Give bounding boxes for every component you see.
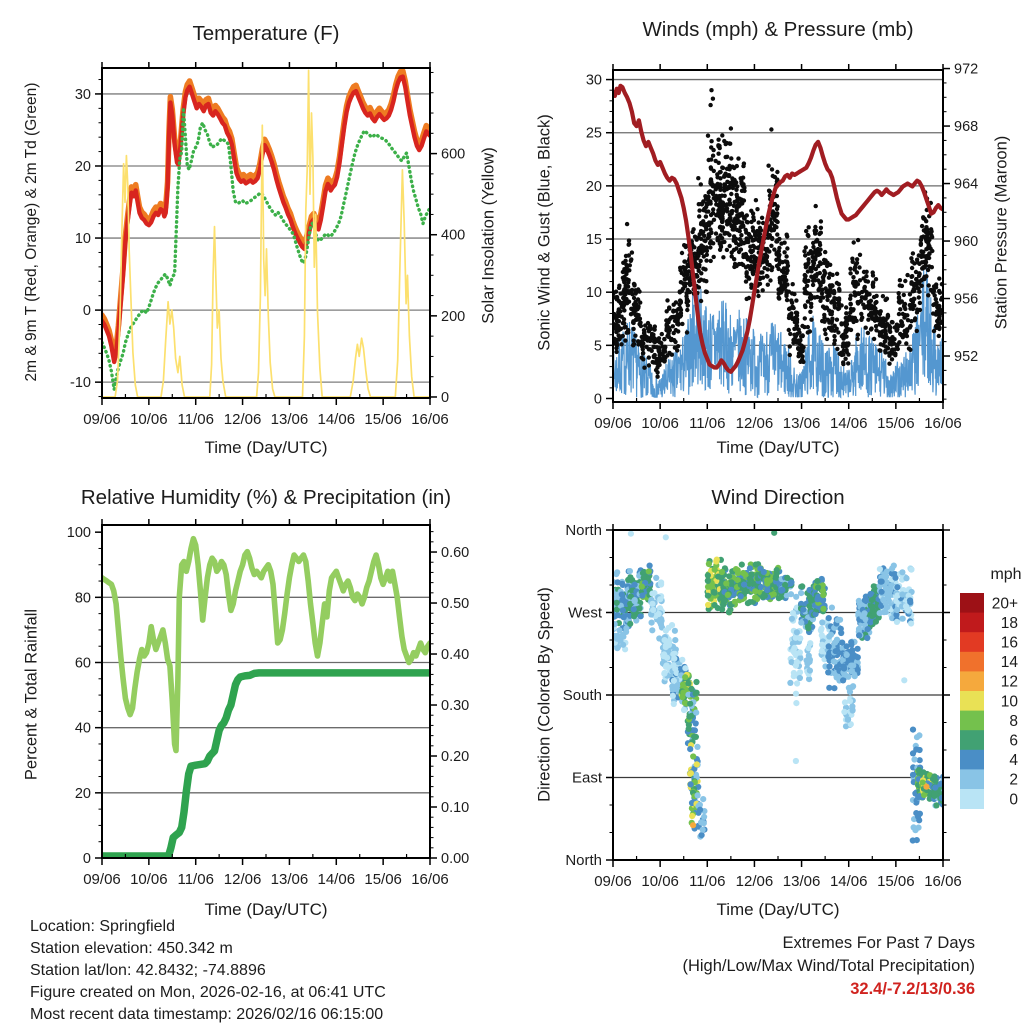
svg-text:18: 18 xyxy=(1000,614,1018,632)
colorbar-unit-label: mph xyxy=(990,566,1022,583)
figure-created-timestamp: Figure created on Mon, 2026-02-16, at 06:41 UTC xyxy=(30,984,386,1001)
svg-text:15/06: 15/06 xyxy=(364,871,402,888)
svg-text:10: 10 xyxy=(74,231,91,248)
svg-text:16: 16 xyxy=(1000,634,1018,652)
extremes-heading: Extremes For Past 7 Days xyxy=(782,934,975,952)
svg-text:12/06: 12/06 xyxy=(223,871,262,888)
svg-text:10/06: 10/06 xyxy=(641,873,679,890)
svg-text:14/06: 14/06 xyxy=(317,411,356,428)
extremes-subheading: (High/Low/Max Wind/Total Precipitation) xyxy=(682,957,975,975)
yaxis-title-direction-left: Direction (Colored By Speed) xyxy=(535,587,554,802)
svg-text:15/06: 15/06 xyxy=(877,873,915,890)
svg-text:956: 956 xyxy=(954,291,979,308)
chart-title-wind-direction: Wind Direction xyxy=(711,486,845,509)
svg-text:09/06: 09/06 xyxy=(83,411,121,428)
svg-text:12: 12 xyxy=(1000,673,1018,691)
svg-text:11/06: 11/06 xyxy=(177,411,214,428)
svg-text:30: 30 xyxy=(585,72,602,89)
yaxis-title-rainfall-left: Percent & Total Rainfall xyxy=(22,608,41,781)
svg-text:11/06: 11/06 xyxy=(689,873,726,890)
xaxis-title-direction: Time (Day/UTC) xyxy=(716,900,840,919)
svg-text:972: 972 xyxy=(954,61,979,78)
yaxis-title-pressure-right: Station Pressure (Maroon) xyxy=(992,135,1011,330)
svg-text:13/06: 13/06 xyxy=(782,873,821,890)
chart-title-winds-pressure: Winds (mph) & Pressure (mb) xyxy=(642,18,914,41)
svg-text:952: 952 xyxy=(954,349,979,366)
svg-text:13/06: 13/06 xyxy=(270,411,309,428)
svg-text:16/06: 16/06 xyxy=(924,873,962,890)
svg-text:14/06: 14/06 xyxy=(317,871,356,888)
svg-text:14/06: 14/06 xyxy=(829,415,868,432)
svg-text:0: 0 xyxy=(82,851,91,867)
xaxis-title-humidity: Time (Day/UTC) xyxy=(204,900,328,919)
svg-text:16/06: 16/06 xyxy=(411,871,449,888)
svg-text:60: 60 xyxy=(74,655,91,672)
svg-text:968: 968 xyxy=(954,119,979,136)
svg-text:14/06: 14/06 xyxy=(829,873,868,890)
station-elevation: Station elevation: 450.342 m xyxy=(30,940,233,957)
svg-text:10: 10 xyxy=(585,285,602,302)
svg-text:10/06: 10/06 xyxy=(130,871,168,888)
svg-text:12/06: 12/06 xyxy=(735,415,774,432)
svg-text:0: 0 xyxy=(1009,791,1018,809)
xaxis-title-temperature: Time (Day/UTC) xyxy=(204,438,328,457)
svg-text:North: North xyxy=(565,522,602,539)
svg-text:South: South xyxy=(562,687,602,704)
svg-text:20+: 20+ xyxy=(991,595,1018,613)
svg-text:8: 8 xyxy=(1009,712,1018,730)
svg-text:100: 100 xyxy=(66,525,91,542)
chart-title-humidity-precip: Relative Humidity (%) & Precipitation (in) xyxy=(80,486,452,509)
svg-text:0.30: 0.30 xyxy=(441,698,470,715)
svg-text:964: 964 xyxy=(954,176,979,193)
svg-text:West: West xyxy=(568,604,602,622)
svg-text:0: 0 xyxy=(441,389,450,406)
svg-text:0: 0 xyxy=(593,391,602,408)
yaxis-title-wind-left: Sonic Wind & Gust (Blue, Black) xyxy=(535,114,554,351)
svg-text:11/06: 11/06 xyxy=(689,415,726,432)
svg-text:12/06: 12/06 xyxy=(735,873,774,890)
svg-text:North: North xyxy=(565,852,602,869)
svg-text:10/06: 10/06 xyxy=(130,411,168,428)
svg-text:30: 30 xyxy=(74,86,91,103)
extremes-values: 32.4/-7.2/13/0.36 xyxy=(850,980,975,998)
svg-text:15/06: 15/06 xyxy=(364,411,402,428)
svg-text:-10: -10 xyxy=(70,375,91,392)
svg-text:East: East xyxy=(571,769,602,787)
svg-text:12/06: 12/06 xyxy=(223,411,262,428)
svg-text:09/06: 09/06 xyxy=(83,871,121,888)
svg-text:09/06: 09/06 xyxy=(594,415,632,432)
svg-text:11/06: 11/06 xyxy=(177,871,214,888)
svg-text:40: 40 xyxy=(74,720,91,737)
svg-text:16/06: 16/06 xyxy=(411,411,449,428)
svg-text:15: 15 xyxy=(585,232,602,249)
svg-text:10: 10 xyxy=(1000,693,1018,711)
svg-text:14: 14 xyxy=(1000,654,1018,672)
svg-text:0.50: 0.50 xyxy=(441,596,470,613)
svg-text:25: 25 xyxy=(585,125,602,142)
extremes-block xyxy=(600,932,975,1001)
svg-text:600: 600 xyxy=(441,146,466,163)
chart-title-temperature: Temperature (F) xyxy=(192,22,340,45)
yaxis-title-solar-right: Solar Insolation (Yellow) xyxy=(479,147,498,324)
station-location: Location: Springfield xyxy=(30,918,175,935)
svg-text:5: 5 xyxy=(593,338,602,355)
svg-text:15/06: 15/06 xyxy=(877,415,915,432)
svg-text:0.10: 0.10 xyxy=(441,800,470,817)
most-recent-data-timestamp: Most recent data timestamp: 2026/02/16 06:15:00 xyxy=(30,1006,384,1023)
xaxis-title-winds: Time (Day/UTC) xyxy=(716,438,840,457)
svg-text:960: 960 xyxy=(954,234,979,251)
svg-text:20: 20 xyxy=(74,785,91,802)
svg-text:0.60: 0.60 xyxy=(441,545,470,562)
svg-text:13/06: 13/06 xyxy=(782,415,821,432)
svg-text:20: 20 xyxy=(74,158,91,175)
svg-text:400: 400 xyxy=(441,227,466,244)
svg-text:6: 6 xyxy=(1009,732,1018,750)
svg-text:2: 2 xyxy=(1009,771,1018,789)
svg-text:10/06: 10/06 xyxy=(641,415,679,432)
svg-text:13/06: 13/06 xyxy=(270,871,309,888)
station-info-block xyxy=(30,916,386,1024)
svg-text:0.20: 0.20 xyxy=(441,749,470,766)
svg-text:80: 80 xyxy=(74,590,91,607)
station-latlon: Station lat/lon: 42.8432; -74.8896 xyxy=(30,962,266,979)
svg-text:0.00: 0.00 xyxy=(441,851,470,867)
svg-text:09/06: 09/06 xyxy=(594,873,632,890)
svg-text:0: 0 xyxy=(82,303,91,320)
svg-text:200: 200 xyxy=(441,308,466,325)
svg-text:0.40: 0.40 xyxy=(441,647,470,664)
svg-text:20: 20 xyxy=(585,178,602,195)
yaxis-title-temperature-left: 2m & 9m T (Red, Orange) & 2m Td (Green) xyxy=(23,82,40,382)
svg-text:16/06: 16/06 xyxy=(924,415,962,432)
svg-text:4: 4 xyxy=(1009,752,1018,770)
